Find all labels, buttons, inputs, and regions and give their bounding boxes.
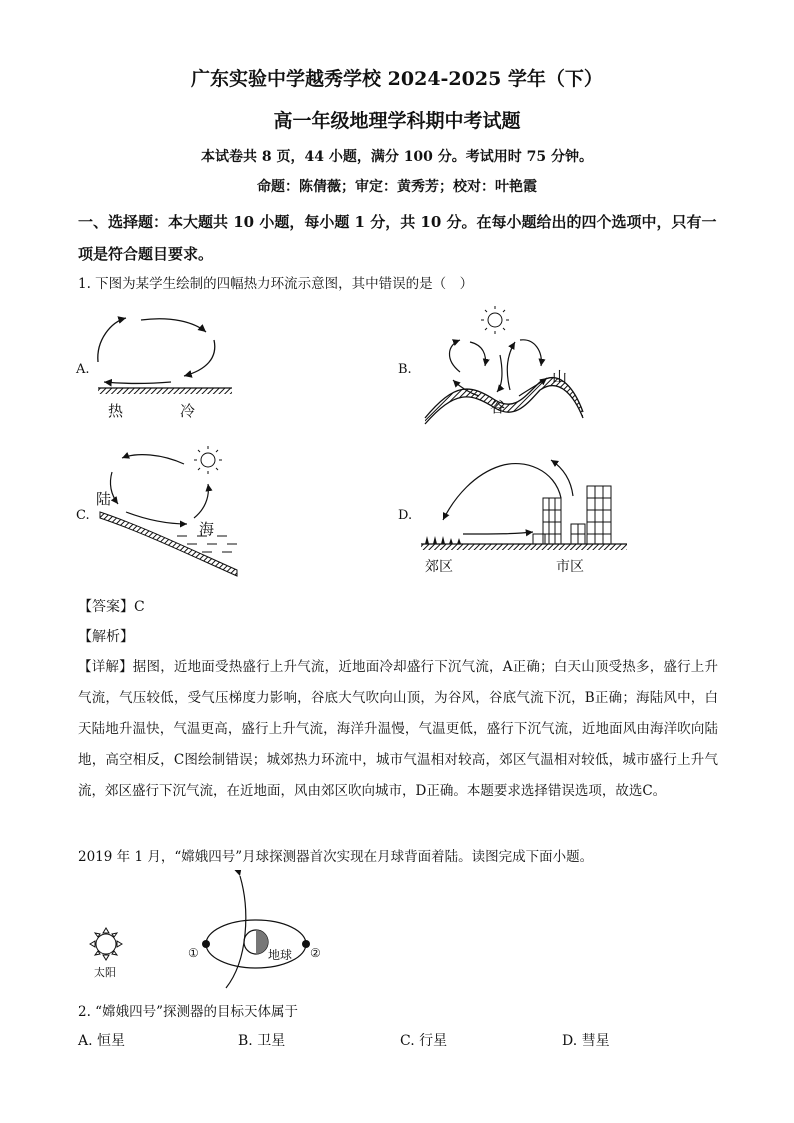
figure-d: [415, 450, 635, 560]
option-c[interactable]: C. 行星: [400, 1033, 448, 1049]
figure-b-mountain-label: 山: [552, 368, 568, 386]
figure-a-diagram: [76, 310, 236, 430]
question-intro-2: 2019 年 1 月，“嫦娥四号”月球探测器首次实现在月球背面着陆。读图完成下面小题。: [78, 849, 594, 865]
option-a[interactable]: A. 恒星: [78, 1033, 126, 1049]
option-d[interactable]: D. 彗星: [562, 1033, 610, 1049]
figure-a-letter: A.: [76, 362, 90, 377]
figure-c-land-label: 陆: [96, 490, 112, 508]
section-heading: 一、选择题：本大题共 10 小题，每小题 1 分，共 10 分。在每小题给出的四个选项中，只有一项是符合题目要求。: [78, 213, 717, 263]
figure-b-diagram: [415, 300, 595, 440]
figure-a-hot-label: 热: [108, 402, 124, 420]
exam-authors: 命题：陈倩薇；审定：黄秀芳；校对：叶艳霞: [257, 179, 537, 195]
figure-b: [415, 300, 595, 440]
figure-c-letter: C.: [76, 508, 90, 523]
figure-c-diagram: [92, 440, 252, 580]
figure-b-letter: B.: [398, 362, 412, 377]
figure-d-letter: D.: [398, 508, 413, 523]
answer-1: 【答案】C: [78, 599, 145, 615]
sun-earth-moon-figure: [76, 870, 356, 990]
sun-label: 太阳: [94, 966, 116, 979]
figure-d-city-label: 市区: [556, 559, 584, 575]
analysis-label-1: 【解析】: [78, 629, 134, 645]
option-b[interactable]: B. 卫星: [238, 1033, 286, 1049]
sun-icon: [481, 306, 509, 334]
exam-info: 本试卷共 8 页，44 小题，满分 100 分。考试用时 75 分钟。: [200, 149, 594, 165]
orbit-diagram: [76, 870, 356, 990]
exam-title-line2: 高一年级地理学科期中考试题: [273, 110, 521, 132]
question-1-stem: 1. 下图为某学生绘制的四幅热力环流示意图，其中错误的是（ ）: [78, 276, 474, 292]
question-2-stem: 2. “嫦娥四号”探测器的目标天体属于: [78, 1004, 298, 1020]
figure-d-suburb-label: 郊区: [425, 559, 453, 575]
figure-c-sea-label: 海: [199, 520, 215, 538]
figure-d-diagram: [415, 450, 635, 560]
figure-c: [92, 440, 252, 580]
figure-b-valley-label: 谷: [490, 398, 506, 416]
sun-icon: [194, 446, 222, 474]
earth-label: 地球: [268, 948, 293, 962]
position-2-label: ②: [310, 946, 321, 960]
position-1-label: ①: [188, 946, 199, 960]
exam-title-line1: 广东实验中学越秀学校 2024-2025 学年（下）: [191, 68, 603, 90]
detail-explanation-1: 【详解】据图，近地面受热盛行上升气流，近地面冷却盛行下沉气流，A正确；白天山顶受热多，盛行上升气流，气压较低，受气压梯度力影响，谷底大气吹向山顶，为谷风，谷底气流下沉，B正确；海陆风中，白天陆地升温快，气温更高，盛行上升气流，海洋升温慢，气温更低，盛行下沉气流，近地面风由海洋吹向陆地，高空相反，C图绘制错误；城郊热力环流中，城市气温相对较高，郊区气温相对较低，城市盛行上升气流，郊区盛行下沉气流，在近地面，风由郊区吹向城市，D正确。本题要求选择错误选项，故选C。: [78, 659, 718, 799]
figure-a: [76, 310, 236, 430]
figure-a-cold-label: 冷: [180, 402, 196, 420]
sun-icon: [90, 928, 122, 960]
